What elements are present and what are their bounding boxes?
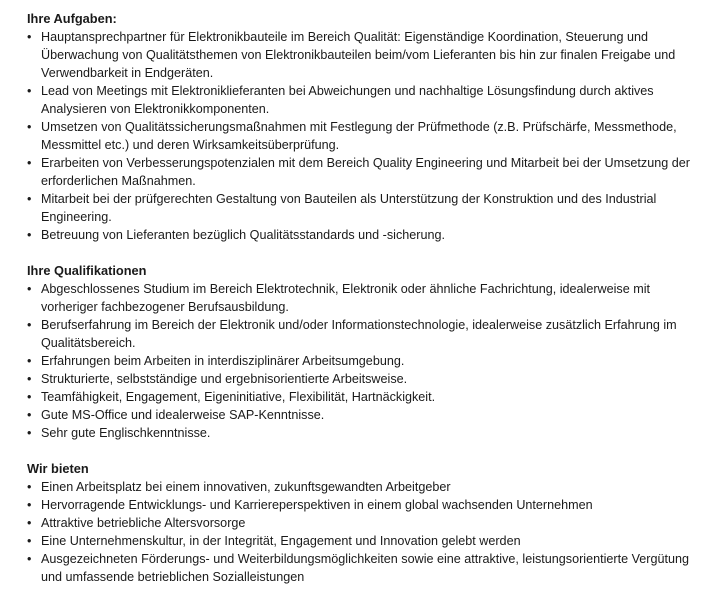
list-item-text: Eine Unternehmenskultur, in der Integrität, Engagement und Innovation gelebt werden bbox=[41, 534, 521, 548]
list-item bbox=[27, 550, 700, 586]
list-item bbox=[27, 226, 700, 244]
bullet-icon: • bbox=[27, 372, 32, 386]
bullet-icon: • bbox=[27, 120, 32, 134]
list-item bbox=[27, 514, 700, 532]
list-item-text: Ausgezeichneten Förderungs- und Weiterbildungsmöglichkeiten sowie eine attraktive, leistungsorientierte Vergütung und umfassende betrieblichen Sozialleistungen bbox=[41, 552, 690, 584]
section-tasks bbox=[27, 10, 700, 244]
list-item-text: Abgeschlossenes Studium im Bereich Elektrotechnik, Elektronik oder ähnliche Fachrichtung, idealerweise mit vorheriger fachbezogener Berufsausbildung. bbox=[41, 282, 650, 314]
list-item-text: Umsetzen von Qualitätssicherungsmaßnahmen mit Festlegung der Prüfmethode (z.B. Prüfschärfe, Messmethode, Messmittel etc.) und deren Wirksamkeitsüberprüfung. bbox=[41, 120, 677, 152]
bullet-icon: • bbox=[27, 228, 32, 242]
list-item bbox=[27, 406, 700, 424]
list-item-text: Gute MS-Office und idealerweise SAP-Kenntnisse. bbox=[41, 408, 325, 422]
bullet-icon: • bbox=[27, 390, 32, 404]
qualification-list bbox=[27, 280, 700, 442]
bullet-icon: • bbox=[27, 318, 32, 332]
list-item-text: Einen Arbeitsplatz bei einem innovativen, zukunftsgewandten Arbeitgeber bbox=[41, 480, 451, 494]
bullet-icon: • bbox=[27, 192, 32, 206]
bullet-icon: • bbox=[27, 282, 32, 296]
bullet-icon: • bbox=[27, 30, 32, 44]
bullet-icon: • bbox=[27, 534, 32, 548]
list-item bbox=[27, 478, 700, 496]
list-item-text: Attraktive betriebliche Altersvorsorge bbox=[41, 516, 246, 530]
section-offer bbox=[27, 460, 700, 586]
bullet-icon: • bbox=[27, 480, 32, 494]
list-item bbox=[27, 370, 700, 388]
list-item-text: Strukturierte, selbstständige und ergebnisorientierte Arbeitsweise. bbox=[41, 372, 408, 386]
list-item bbox=[27, 190, 700, 226]
section-title: Ihre Aufgaben: bbox=[27, 11, 117, 26]
bullet-icon: • bbox=[27, 516, 32, 530]
bullet-icon: • bbox=[27, 426, 32, 440]
list-item-text: Betreuung von Lieferanten bezüglich Qualitätsstandards und -sicherung. bbox=[41, 228, 445, 242]
list-item-text: Hervorragende Entwicklungs- und Karriereperspektiven in einem global wachsenden Unternehmen bbox=[41, 498, 593, 512]
list-item bbox=[27, 82, 700, 118]
bullet-icon: • bbox=[27, 84, 32, 98]
list-item-text: Hauptansprechpartner für Elektronikbauteile im Bereich Qualität: Eigenständige Koordination, Steuerung und Überwachung von Qualitätsthemen von Elektronikbauteilen beim/vom Lieferanten bis hin zur finalen Freigabe und Verwendbarkeit in Endgeräten. bbox=[41, 30, 676, 80]
list-item bbox=[27, 118, 700, 154]
offer-list bbox=[27, 478, 700, 586]
list-item bbox=[27, 352, 700, 370]
bullet-icon: • bbox=[27, 408, 32, 422]
list-item-text: Erarbeiten von Verbesserungspotenzialen mit dem Bereich Quality Engineering und Mitarbeit bei der Umsetzung der erforderlichen Maßnahmen. bbox=[41, 156, 690, 188]
list-item bbox=[27, 316, 700, 352]
task-list bbox=[27, 28, 700, 244]
list-item bbox=[27, 280, 700, 316]
section-title: Ihre Qualifikationen bbox=[27, 263, 147, 278]
bullet-icon: • bbox=[27, 156, 32, 170]
section-qualifications bbox=[27, 262, 700, 442]
list-item bbox=[27, 28, 700, 82]
bullet-icon: • bbox=[27, 552, 32, 566]
list-item-text: Lead von Meetings mit Elektroniklieferanten bei Abweichungen und nachhaltige Lösungsfindung durch aktives Analysieren von Elektronikkomponenten. bbox=[41, 84, 654, 116]
section-title: Wir bieten bbox=[27, 461, 89, 476]
bullet-icon: • bbox=[27, 354, 32, 368]
list-item-text: Sehr gute Englischkenntnisse. bbox=[41, 426, 211, 440]
list-item bbox=[27, 532, 700, 550]
bullet-icon: • bbox=[27, 498, 32, 512]
list-item-text: Mitarbeit bei der prüfgerechten Gestaltung von Bauteilen als Unterstützung der Konstruktion und des Industrial Engineering. bbox=[41, 192, 657, 224]
list-item-text: Erfahrungen beim Arbeiten in interdisziplinärer Arbeitsumgebung. bbox=[41, 354, 405, 368]
list-item bbox=[27, 496, 700, 514]
list-item-text: Berufserfahrung im Bereich der Elektronik und/oder Informationstechnologie, idealerweise zusätzlich Erfahrung im Qualitätsbereich. bbox=[41, 318, 677, 350]
list-item bbox=[27, 424, 700, 442]
list-item bbox=[27, 154, 700, 190]
list-item bbox=[27, 388, 700, 406]
list-item-text: Teamfähigkeit, Engagement, Eigeninitiative, Flexibilität, Hartnäckigkeit. bbox=[41, 390, 436, 404]
